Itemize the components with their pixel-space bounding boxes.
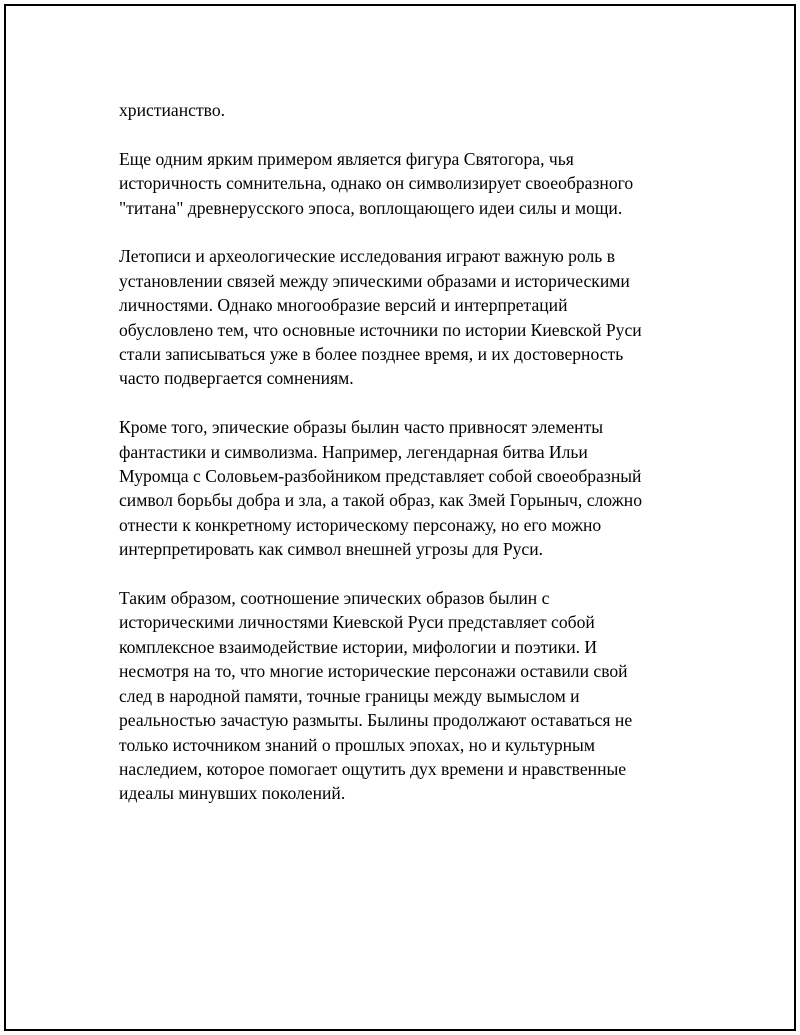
paragraph-5: Таким образом, соотношение эпических образов былин с историческими личностями Киевской Руси представляет собой комплексное взаимодействие истории, мифологии и поэтики. И несмотря на то, что многие исторические персонажи оставили свой след в народной памяти, точные границы между вымыслом и реальностью зачастую размыты. Былины продолжают оставаться не только источником знаний о прошлых эпохах, но и культурным наследием, которое помогает ощутить дух времени и нравственные идеалы минувших поколений. — [119, 588, 633, 804]
page-frame — [4, 4, 796, 1031]
paragraph-1: христианство. — [119, 100, 226, 120]
paragraph-2: Еще одним ярким примером является фигура Святогора, чья историчность сомнительна, однако он символизирует своеобразного "титана" древнерусского эпоса, воплощающего идеи силы и мощи. — [119, 148, 634, 218]
page-content — [119, 98, 699, 830]
paragraph-3: Летописи и археологические исследования играют важную роль в установлении связей между эпическими образами и историческими личностями. Однако многообразие версий и интерпретаций обусловлено тем, что основные источники по истории Киевской Руси стали записываться уже в более позднее время, и их достоверность часто подвергается сомнениям. — [119, 246, 642, 389]
paragraph-4: Кроме того, эпические образы былин часто привносят элементы фантастики и символизма. Например, легендарная битва Ильи Муромца с Соловьем-разбойником представляет собой своеобразный символ борьбы добра и зла, а такой образ, как Змей Горыныч, сложно отнести к конкретному историческому персонажу, но его можно интерпретировать как символ внешней угрозы для Руси. — [119, 417, 643, 560]
